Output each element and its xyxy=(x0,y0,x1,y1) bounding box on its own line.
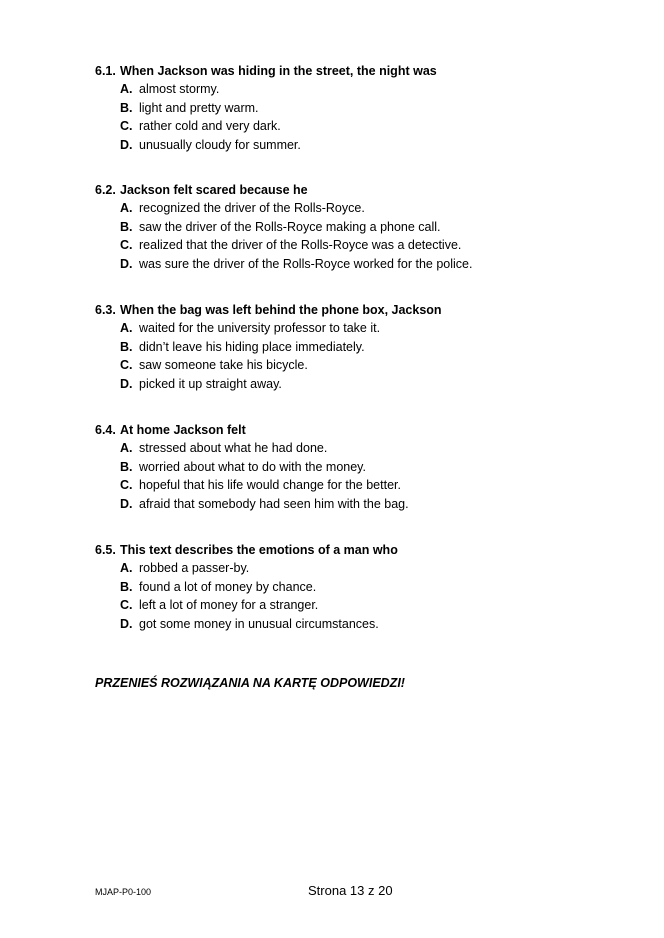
option-text: rather cold and very dark. xyxy=(139,119,281,133)
answer-options xyxy=(95,439,635,513)
answer-option-c xyxy=(95,356,635,375)
answer-option-a xyxy=(95,559,635,578)
option-text: waited for the university professor to take it. xyxy=(139,321,381,335)
option-text: hopeful that his life would change for the better. xyxy=(139,478,401,492)
option-text: found a lot of money by chance. xyxy=(139,579,317,594)
question-heading xyxy=(95,541,635,559)
answer-options xyxy=(95,319,635,393)
transfer-answers-notice: PRZENIEŚ ROZWIĄZANIA NA KARTĘ ODPOWIEDZI! xyxy=(95,676,405,690)
question-number: 6.4. xyxy=(95,423,116,437)
question-number: 6.5. xyxy=(95,543,116,557)
question-6-4 xyxy=(95,421,635,513)
question-stem: When Jackson was hiding in the street, the night was xyxy=(120,64,437,78)
option-letter: C. xyxy=(120,478,133,492)
option-letter: D. xyxy=(120,616,133,631)
question-stem: When the bag was left behind the phone box, Jackson xyxy=(120,303,442,317)
answer-option-c xyxy=(95,596,635,615)
option-text: recognized the driver of the Rolls-Royce. xyxy=(139,201,365,215)
option-text: was sure the driver of the Rolls-Royce worked for the police. xyxy=(139,256,473,271)
answer-option-a xyxy=(95,439,635,458)
option-text: stressed about what he had done. xyxy=(139,441,328,455)
answer-option-d xyxy=(95,495,635,514)
answer-option-b xyxy=(95,338,635,357)
question-number: 6.2. xyxy=(95,183,116,197)
option-letter: A. xyxy=(120,321,133,335)
option-letter: C. xyxy=(120,119,133,133)
option-letter: D. xyxy=(120,376,133,391)
option-text: afraid that somebody had seen him with the bag. xyxy=(139,496,409,511)
option-letter: A. xyxy=(120,82,133,96)
question-heading xyxy=(95,181,635,199)
answer-option-d xyxy=(95,255,635,274)
option-letter: B. xyxy=(120,579,133,594)
option-letter: D. xyxy=(120,496,133,511)
question-heading xyxy=(95,62,635,80)
question-6-5 xyxy=(95,541,635,633)
question-stem: At home Jackson felt xyxy=(120,423,246,437)
answer-option-d xyxy=(95,615,635,634)
answer-option-d xyxy=(95,375,635,394)
question-stem: Jackson felt scared because he xyxy=(120,183,308,197)
answer-option-b xyxy=(95,458,635,477)
option-text: saw someone take his bicycle. xyxy=(139,358,308,372)
option-text: light and pretty warm. xyxy=(139,100,259,115)
option-text: left a lot of money for a stranger. xyxy=(139,598,319,612)
option-letter: D. xyxy=(120,256,133,271)
option-text: worried about what to do with the money. xyxy=(139,459,366,474)
answer-option-a xyxy=(95,80,635,99)
question-heading xyxy=(95,301,635,319)
option-text: picked it up straight away. xyxy=(139,376,282,391)
question-heading xyxy=(95,421,635,439)
option-letter: B. xyxy=(120,219,133,234)
option-letter: B. xyxy=(120,339,133,354)
answer-option-c xyxy=(95,476,635,495)
option-letter: A. xyxy=(120,201,133,215)
option-text: saw the driver of the Rolls-Royce making a phone call. xyxy=(139,219,441,234)
option-text: almost stormy. xyxy=(139,82,220,96)
answer-option-c xyxy=(95,236,635,255)
question-6-1 xyxy=(95,62,635,154)
option-text: didn’t leave his hiding place immediately. xyxy=(139,339,365,354)
question-stem: This text describes the emotions of a man who xyxy=(120,543,398,557)
answer-options xyxy=(95,80,635,154)
question-number: 6.1. xyxy=(95,64,116,78)
option-text: robbed a passer-by. xyxy=(139,561,250,575)
answer-options xyxy=(95,559,635,633)
option-letter: B. xyxy=(120,459,133,474)
option-letter: C. xyxy=(120,238,133,252)
option-letter: A. xyxy=(120,561,133,575)
option-text: got some money in unusual circumstances. xyxy=(139,616,379,631)
answer-option-b xyxy=(95,99,635,118)
answer-options xyxy=(95,199,635,273)
answer-option-d xyxy=(95,136,635,155)
answer-option-b xyxy=(95,218,635,237)
answer-option-c xyxy=(95,117,635,136)
exam-code: MJAP-P0-100 xyxy=(95,887,152,897)
answer-option-a xyxy=(95,199,635,218)
option-text: unusually cloudy for summer. xyxy=(139,137,301,152)
option-letter: D. xyxy=(120,137,133,152)
answer-option-a xyxy=(95,319,635,338)
option-letter: B. xyxy=(120,100,133,115)
question-6-3 xyxy=(95,301,635,393)
answer-option-b xyxy=(95,578,635,597)
option-letter: A. xyxy=(120,441,133,455)
option-letter: C. xyxy=(120,358,133,372)
question-number: 6.3. xyxy=(95,303,116,317)
question-6-2 xyxy=(95,181,635,273)
option-letter: C. xyxy=(120,598,133,612)
option-text: realized that the driver of the Rolls-Royce was a detective. xyxy=(139,238,462,252)
page-number: Strona 13 z 20 xyxy=(308,883,393,898)
